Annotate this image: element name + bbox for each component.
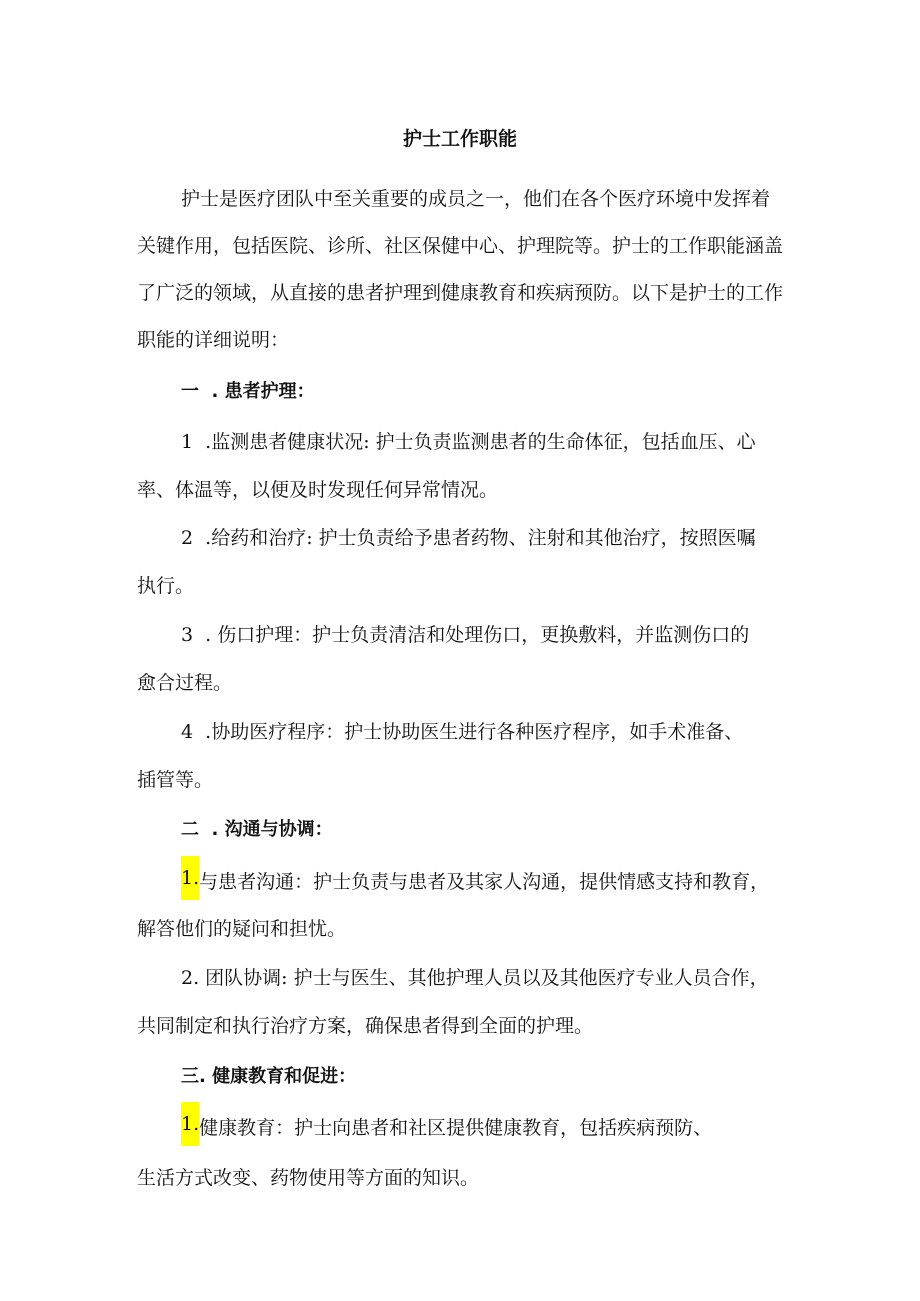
item-1-4-line1: 4 .协助医疗程序：护士协助医生进行各种医疗程序，如手术准备、 [181,721,744,743]
item-2-1-text: 与患者沟通：护士负责与患者及其家人沟通，提供情感支持和教育， [199,871,770,893]
item-1-3-line1: 3 . 伤口护理：护士负责清洁和处理伤口，更换敷料，并监测伤口的 [181,624,750,646]
item-1-1-line2: 率、体温等，以便及时发现任何异常情况。 [137,479,499,501]
item-2-1-line1 [181,866,769,900]
item-3-1-line2: 生活方式改变、药物使用等方面的知识。 [137,1167,480,1189]
item-2-2-line2: 共同制定和执行治疗方案，确保患者得到全面的护理。 [137,1015,594,1037]
item-2-1-line2: 解答他们的疑问和担忧。 [137,918,347,940]
section-heading-communication: 二 . 沟通与协调： [181,819,333,840]
item-2-2-line1: 2. 团队协调: 护士与医生、其他护理人员以及其他医疗专业人员合作， [181,967,769,989]
item-1-3-line2: 愈合过程。 [137,672,233,694]
item-1-4-line2: 插管等。 [137,769,214,791]
section-heading-health-education: 三. 健康教育和促进： [181,1066,357,1087]
document-title: 护士工作职能 [402,128,517,150]
intro-paragraph: 护士是医疗团队中至关重要的成员之一，他们在各个医疗环境中发挥着关键作用，包括医院、诊所、社区保健中心、护理院等。护士的工作职能涵盖了广泛的领域，从直接的患者护理到健康教育和疾病预防。以下是护士的工作职能的详细说明： [137,188,784,351]
item-1-1-line1: 1 .监测患者健康状况: 护士负责监测患者的生命体征，包括血压、心 [181,431,756,453]
item-3-1-line1 [181,1112,712,1146]
item-1-2-line2: 执行。 [137,575,195,597]
item-3-1-text: 健康教育：护士向患者和社区提供健康教育，包括疾病预防、 [199,1117,713,1139]
highlighted-number: 1. [181,856,199,900]
section-heading-patient-care: 一 . 患者护理： [181,381,315,402]
item-1-2-line1: 2 .给药和治疗: 护士负责给予患者药物、注射和其他治疗，按照医嘱 [181,527,756,549]
highlighted-number: 1. [181,1102,199,1146]
